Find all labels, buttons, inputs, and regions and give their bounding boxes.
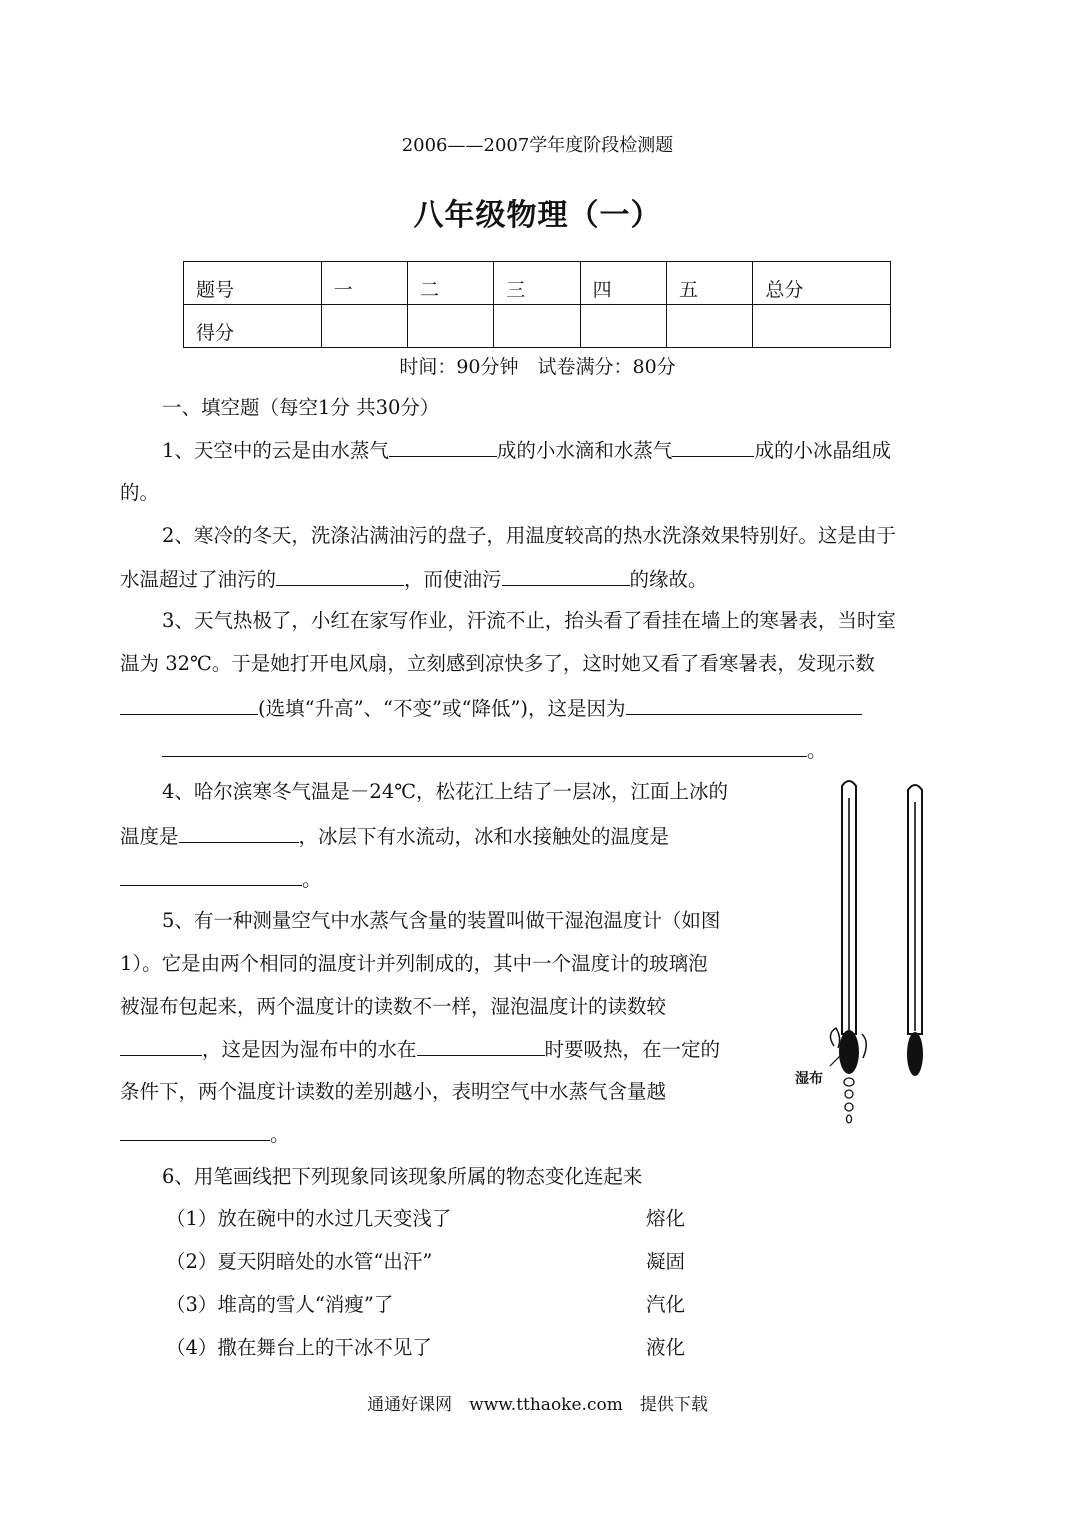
question-5-line-4 — [120, 1037, 720, 1062]
wet-cloth-label: 湿布 — [795, 1071, 823, 1087]
q4-text-c: ，冰层下有水流动，冰和水接触处的温度是 — [298, 825, 670, 848]
q6-item-left[interactable]: （4）撒在舞台上的干冰不见了 — [166, 1336, 432, 1359]
q4-text-d: 。 — [302, 868, 322, 891]
score-table — [183, 261, 891, 348]
question-3-line-2: 温为 32℃。于是她打开电风扇，立刻感到凉快多了，这时她又看了看寒暑表，发现示数 — [120, 652, 875, 675]
score-table-row-score — [184, 305, 891, 348]
question-4-line-3 — [120, 867, 322, 892]
q1-text-a: 1、天空中的云是由水蒸气 — [162, 439, 389, 462]
q5-text-g: 。 — [270, 1123, 290, 1146]
q5-blank-1[interactable] — [120, 1037, 202, 1056]
q6-item-left[interactable]: （3）堆高的雪人“消瘦”了 — [166, 1293, 394, 1316]
question-6-heading: 6、用笔画线把下列现象同该现象所属的物态变化连起来 — [162, 1165, 643, 1188]
question-3-line-1: 3、天气热极了，小红在家写作业，汗流不止，抬头看了看挂在墙上的寒暑表，当时室 — [162, 609, 896, 632]
exam-subtitle: 2006——2007学年度阶段检测题 — [401, 135, 674, 156]
question-3-line-3 — [120, 696, 862, 721]
q6-item-left[interactable]: （1）放在碗中的水过几天变浅了 — [166, 1207, 452, 1230]
exam-info: 时间：90分钟 试卷满分：80分 — [399, 356, 676, 378]
question-4-line-1: 4、哈尔滨寒冬气温是－24℃，松花江上结了一层冰，江面上冰的 — [162, 780, 729, 803]
q5-blank-3[interactable] — [120, 1122, 270, 1141]
question-5-line-6 — [120, 1122, 290, 1147]
score-cell: 五 — [666, 262, 752, 305]
q5-blank-2[interactable] — [417, 1037, 545, 1056]
q3-text-d: 。 — [807, 739, 827, 762]
q6-item-right[interactable]: 熔化 — [646, 1207, 686, 1230]
score-cell: 二 — [407, 262, 493, 305]
q3-blank-1[interactable] — [120, 696, 258, 715]
score-input-cell[interactable] — [753, 305, 891, 348]
question-5-line-1: 5、有一种测量空气中水蒸气含量的装置叫做干湿泡温度计（如图 — [162, 909, 721, 932]
q3-blank-2[interactable] — [626, 696, 862, 715]
q6-item-right[interactable]: 液化 — [646, 1336, 686, 1359]
question-1-line-2: 的。 — [120, 481, 160, 504]
q4-text-b: 温度是 — [120, 825, 179, 848]
question-4-line-2 — [120, 824, 669, 849]
section-heading: 一、填空题（每空1分 共30分） — [162, 396, 440, 419]
exam-title: 八年级物理（一） — [413, 198, 662, 233]
question-5-line-5: 条件下，两个温度计读数的差别越小，表明空气中水蒸气含量越 — [120, 1080, 667, 1103]
score-input-cell[interactable] — [321, 305, 407, 348]
score-table-row-number — [184, 262, 891, 305]
score-cell: 四 — [580, 262, 666, 305]
q2-text-b: 水温超过了油污的 — [120, 568, 277, 591]
score-input-cell[interactable] — [494, 305, 580, 348]
q5-text-e: 时要吸热，在一定的 — [544, 1038, 721, 1061]
score-cell: 题号 — [184, 262, 322, 305]
q6-item-left[interactable]: （2）夏天阴暗处的水管“出汗” — [166, 1250, 433, 1273]
score-cell: 三 — [494, 262, 580, 305]
score-cell: 一 — [321, 262, 407, 305]
q2-blank-1[interactable] — [276, 567, 404, 586]
q2-text-c: ，而使油污 — [404, 568, 502, 591]
q2-text-d: 的缘故。 — [629, 568, 708, 591]
q4-blank-1[interactable] — [179, 824, 299, 843]
question-2-line-2 — [120, 567, 708, 592]
score-cell: 得分 — [184, 305, 322, 348]
q3-blank-3[interactable] — [162, 738, 807, 757]
page-footer: 通通好课网 www.tthaoke.com 提供下载 — [367, 1395, 708, 1415]
score-input-cell[interactable] — [580, 305, 666, 348]
q5-text-d: ，这是因为湿布中的水在 — [202, 1038, 417, 1061]
q6-item-right[interactable]: 凝固 — [646, 1250, 686, 1273]
q1-text-c: 成的小冰晶组成 — [754, 439, 891, 462]
q6-item-right[interactable]: 汽化 — [646, 1293, 686, 1316]
score-input-cell[interactable] — [666, 305, 752, 348]
question-3-line-4 — [162, 738, 827, 763]
score-cell: 总分 — [753, 262, 891, 305]
q1-text-b: 成的小水滴和水蒸气 — [496, 439, 673, 462]
question-2-line-1: 2、寒冷的冬天，洗涤沾满油污的盘子，用温度较高的热水洗涤效果特别好。这是由于 — [162, 524, 896, 547]
dry-bulb-thermometer — [907, 785, 923, 1076]
q3-text-c: (选填“升高”、“不变”或“降低”)，这是因为 — [258, 697, 626, 720]
score-input-cell[interactable] — [407, 305, 493, 348]
q1-blank-1[interactable] — [389, 438, 497, 457]
q1-blank-2[interactable] — [672, 438, 754, 457]
question-1-line-1 — [162, 438, 891, 463]
q4-blank-2[interactable] — [120, 867, 302, 886]
question-5-line-3: 被湿布包起来，两个温度计的读数不一样，湿泡温度计的读数较 — [120, 995, 667, 1018]
q2-blank-2[interactable] — [502, 567, 630, 586]
wet-bulb-thermometer — [830, 781, 866, 1123]
question-5-line-2: 1）。它是由两个相同的温度计并列制成的，其中一个温度计的玻璃泡 — [120, 952, 708, 975]
